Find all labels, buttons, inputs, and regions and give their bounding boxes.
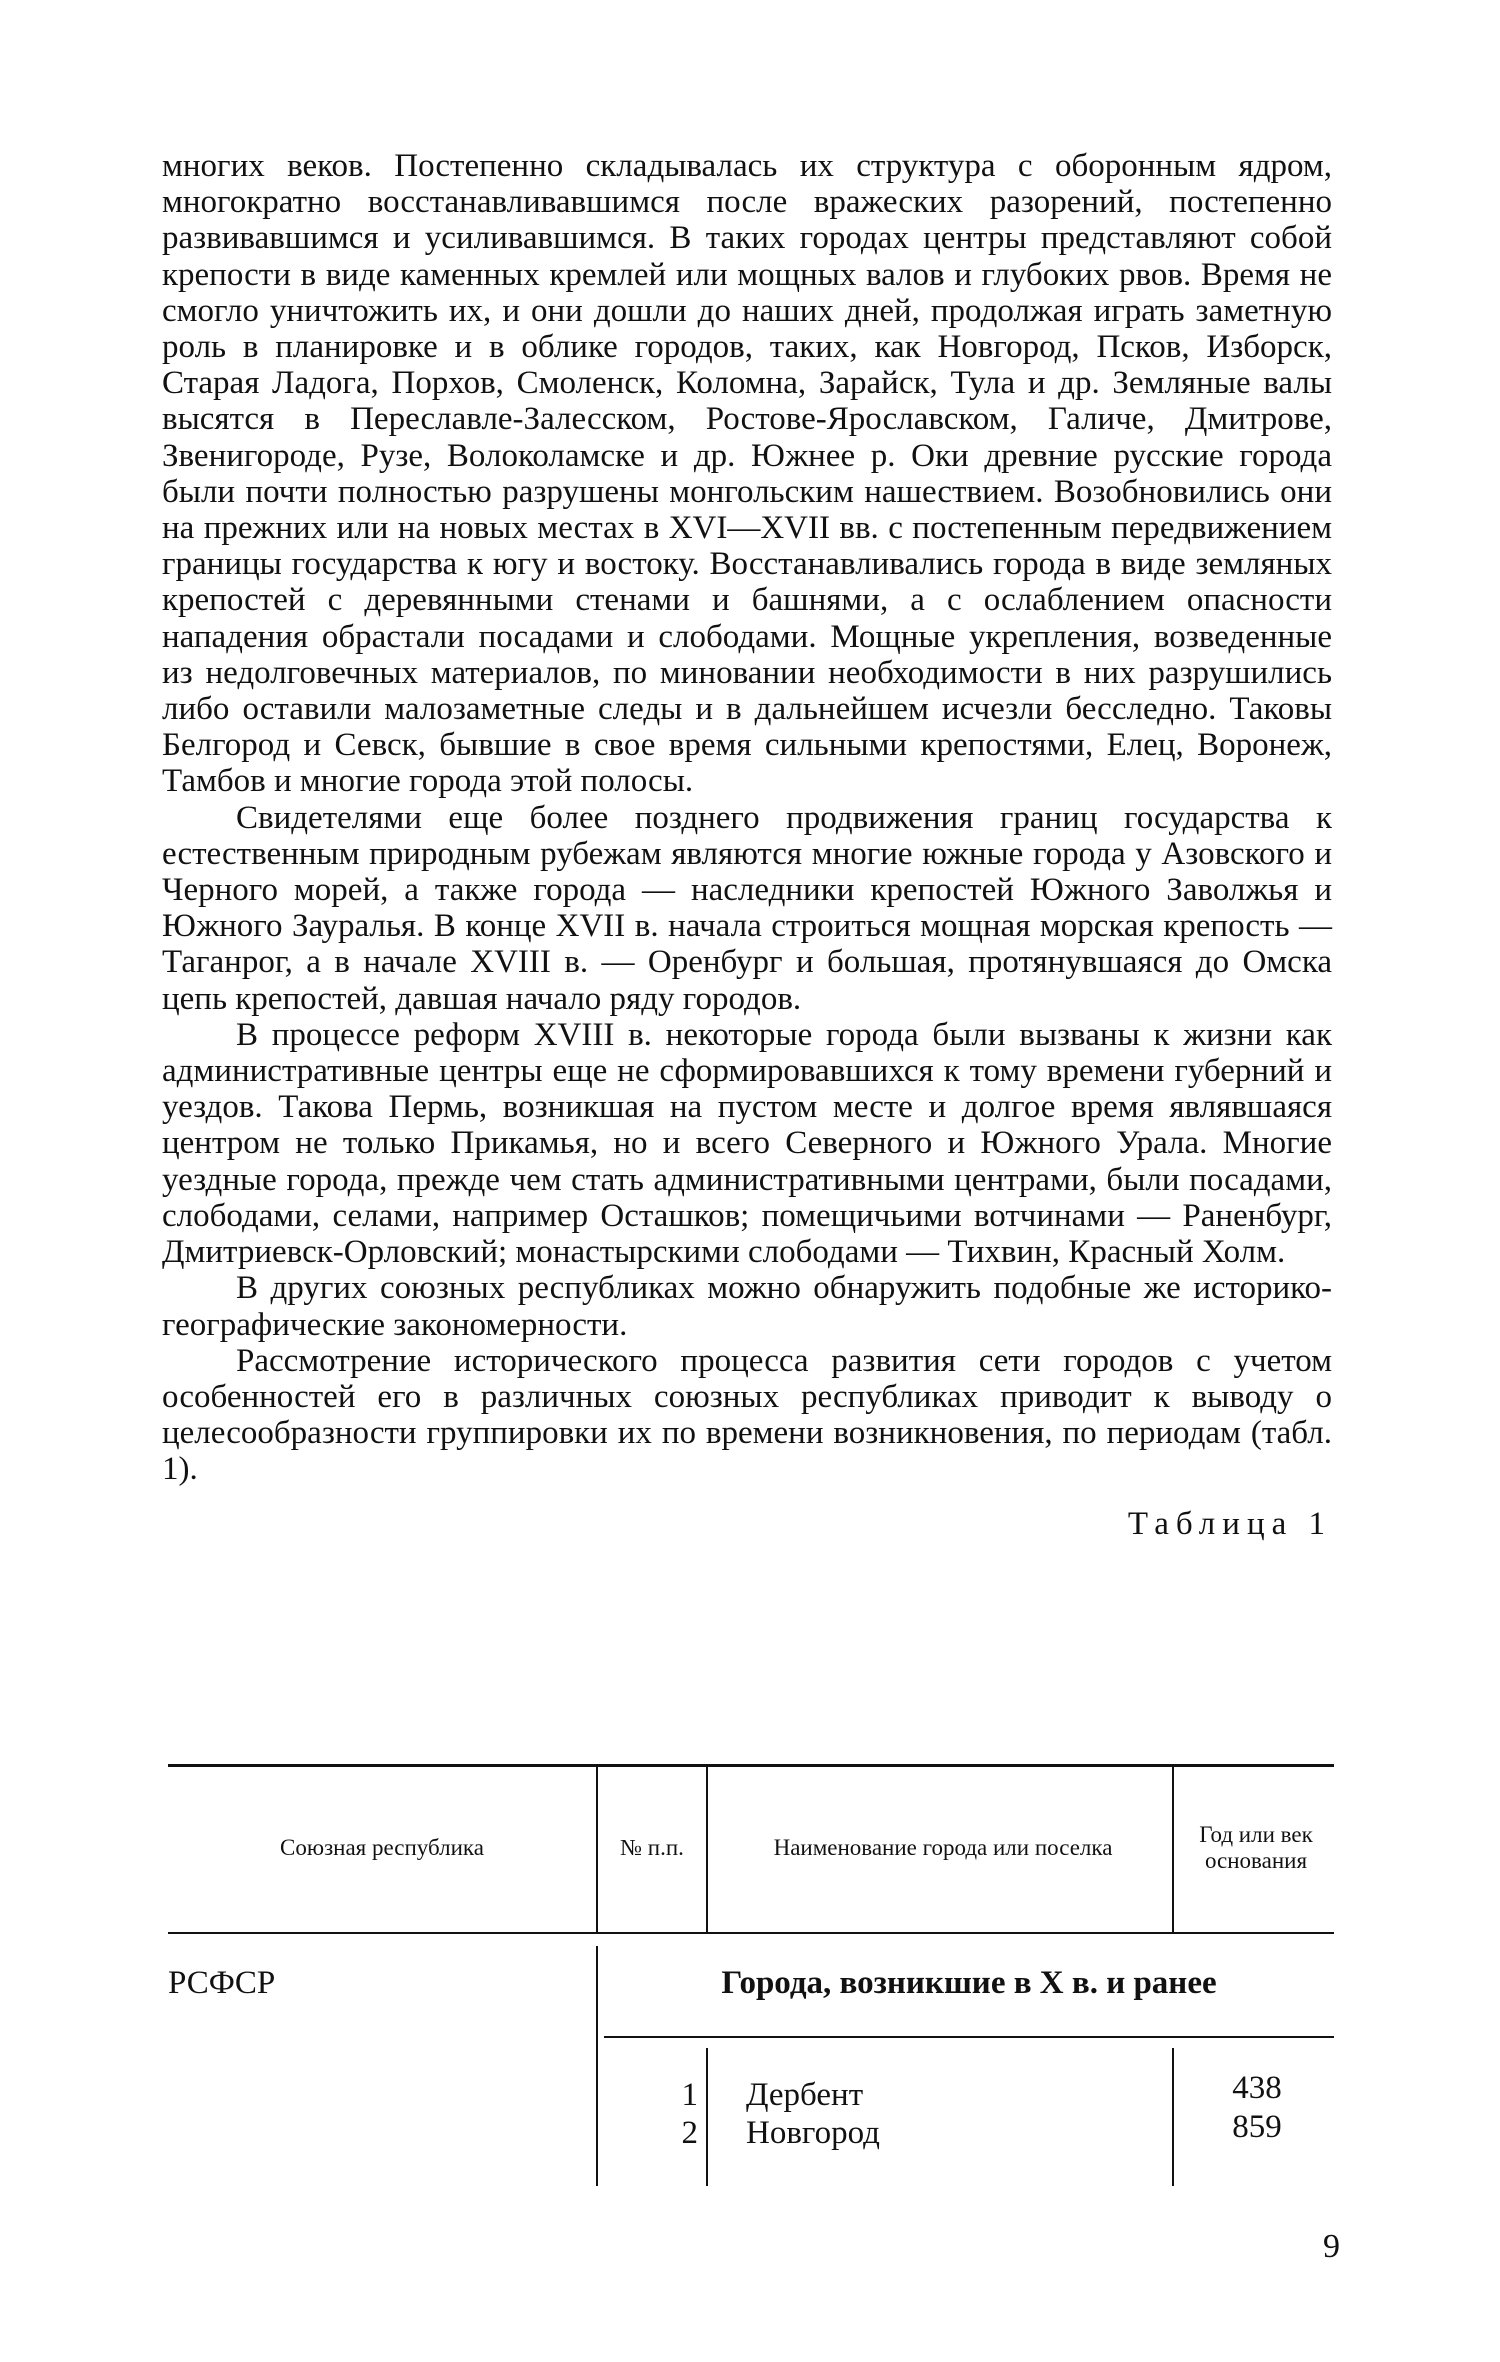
row-1-name: Дербент xyxy=(746,2077,864,2113)
section-title: Города, возникшие в X в. и ранее xyxy=(721,1965,1217,2001)
table-caption: Таблица 1 xyxy=(1127,1505,1332,1542)
paragraph-4: В других союзных республиках можно обнаружить подобные же историко-географические закономерности. xyxy=(162,1270,1332,1343)
header-divider-3 xyxy=(1172,1764,1174,1932)
body-divider-1 xyxy=(596,1946,598,2186)
page-number: 9 xyxy=(1323,2228,1340,2265)
paragraph-1: многих веков. Постепенно складывалась их структура с оборонным ядром, многократно восстанавливавшимся после вражеских разорений, постепенно развивавшимся и усиливавшимся. В таких городах центры представляют собой крепости в виде каменных кремлей или мощных валов и глубоких рвов. Время не смогло уничтожить их, и они дошли до наших дней, продолжая играть заметную роль в планировке и в облике городов, таких, как Новгород, Псков, Изборск, Старая Ладога, Порхов, Смоленск, Коломна, Зарайск, Тула и др. Земляные валы высятся в Переславле-Залесском, Ростове-Ярославском, Галиче, Дмитрове, Звенигороде, Рузе, Волоколамске и др. Южнее р. Оки древние русские города были почти полностью разрушены монгольским нашествием. Возобновились они на прежних или на новых местах в XVI—XVII вв. с постепенным передвижением границы государства к югу и востоку. Восстанавливались города в виде земляных крепостей с деревянными стенами и башнями, а с ослаблением опасности нападения обрастали посадами и слободами. Мощные укрепления, возведенные из недолговечных материалов, по миновании необходимости в них разрушились либо оставили малозаметные следы и в дальнейшем исчезли бесследно. Таковы Белгород и Севск, бывшие в свое время сильными крепостями, Елец, Воронеж, Тамбов и многие города этой полосы. xyxy=(162,148,1332,800)
republic-cell: РСФСР xyxy=(168,1965,276,2001)
page-body xyxy=(162,148,1332,1543)
header-number: № п.п. xyxy=(620,1835,684,1860)
row-1-year: 438 xyxy=(1232,2070,1282,2106)
header-republic: Союзная республика xyxy=(280,1835,484,1860)
paragraph-5: Рассмотрение исторического процесса развития сети городов с учетом особенностей его в различных союзных республиках приводит к выводу о целесообразности группировки их по времени возникновения, по периодам (табл. 1). xyxy=(162,1342,1332,1488)
header-name: Наименование города или поселка xyxy=(773,1835,1113,1860)
header-bottom-rule xyxy=(168,1932,1334,1934)
body-divider-2 xyxy=(706,2048,708,2186)
row-2-name: Новгород xyxy=(746,2115,880,2151)
paragraph-3: В процессе реформ XVIII в. некоторые города были вызваны к жизни как административные центры еще не сформировавшихся к тому времени губерний и уездов. Такова Пермь, возникшая на пустом месте и долгое время являвшаяся центром не только Прикамья, но и всего Северного и Южного Урала. Многие уездные города, прежде чем стать административными центрами, были посадами, слободами, селами, например Осташков; помещичьими вотчинами — Раненбург, Дмитриевск-Орловский; монастырскими слободами — Тихвин, Красный Холм. xyxy=(162,1016,1332,1271)
row-2-year: 859 xyxy=(1232,2109,1282,2145)
header-divider-2 xyxy=(706,1764,708,1932)
body-divider-3 xyxy=(1172,2048,1174,2186)
cities-table xyxy=(168,1764,1334,2194)
header-year: Год или век основания xyxy=(1199,1822,1313,1873)
header-divider-1 xyxy=(596,1764,598,1932)
row-1-number: 1 xyxy=(681,2077,698,2113)
paragraph-2: Свидетелями еще более позднего продвижения границ государства к естественным природным рубежам являются многие южные города у Азовского и Черного морей, а также города — наследники крепостей Южного Заволжья и Южного Зауралья. В конце XVII в. начала строиться мощная морская крепость — Таганрог, а в начале XVIII в. — Оренбург и большая, протянувшаяся до Омска цепь крепостей, давшая начало ряду городов. xyxy=(162,799,1332,1017)
row-2-number: 2 xyxy=(681,2115,698,2151)
section-rule xyxy=(604,2036,1334,2038)
